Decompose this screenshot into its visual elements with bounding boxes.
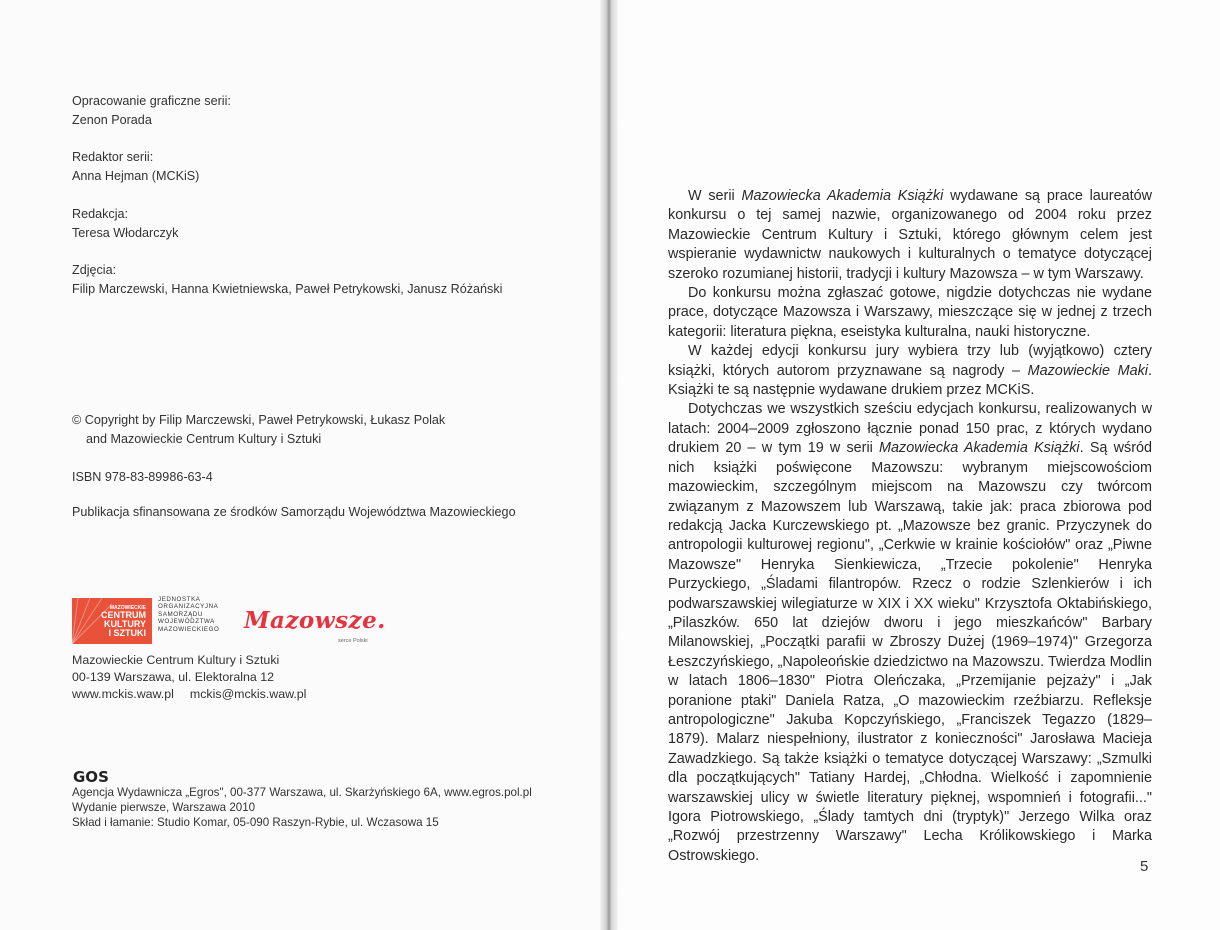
logo-side-line: ORGANIZACYJNA — [158, 603, 219, 611]
text-run: . Książki te są następnie wydawane drukiem przez MCKiS. — [668, 362, 1152, 399]
publisher-line: Skład i łamanie: Studio Komar, 05-090 Raszyn-Rybie, ul. Wczasowa 15 — [72, 816, 439, 829]
text-run: wydawane są prace laureatów konkursu o tej samej nazwie, organizowanego od 2004 roku przez Mazowieckie Centrum Kultury i Sztuki, którego głównym celem jest wspieranie wydawnictw naukowych i kulturalnych o tematyce dotyczącej szeroko rozumianej historii, tradycji i kultury Mazowsza – w tym Warszawy. — [668, 188, 1153, 282]
institution-contact — [72, 686, 306, 703]
page-number: 5 — [1140, 858, 1149, 875]
publisher-info — [72, 785, 532, 830]
egros-logo-text: GOS — [73, 768, 109, 786]
logo-side-line: SAMORZĄDU — [158, 610, 203, 618]
credit-label: Zdjęcia: — [72, 263, 117, 277]
credit-editing — [72, 205, 178, 243]
publisher-line: Agencja Wydawnicza „Egros", 00-377 Warszawa, ul. Skarżyńskiego 6A, www.egros.pol.pl — [72, 786, 532, 799]
text-run: W każdej edycji konkursu jury wybiera trzy lub (wyjątkowo) cztery książki, których autorom przyznawane są nagrody – — [668, 343, 1152, 379]
institution-name: Mazowieckie Centrum Kultury i Sztuki — [72, 653, 280, 667]
credit-value: Filip Marczewski, Hanna Kwietniewska, Paweł Petrykowski, Janusz Różański — [72, 282, 503, 296]
mckis-logo-line: KULTURY — [104, 619, 146, 629]
credit-value: Anna Hejman (MCKiS) — [72, 169, 200, 183]
institution-address — [72, 652, 306, 703]
egros-logo-icon — [72, 765, 116, 787]
credit-value: Zenon Porada — [72, 113, 152, 127]
publisher-line: Wydanie pierwsze, Warszawa 2010 — [72, 801, 256, 814]
mazowsze-logo-subtitle: serce Polski — [338, 638, 368, 644]
credit-value: Teresa Włodarczyk — [72, 226, 179, 240]
series-description — [668, 187, 1152, 866]
series-title: Mazowiecka Akademia Książki — [741, 188, 944, 204]
copyright-line: © Copyright by Filip Marczewski, Paweł Petrykowski, Łukasz Polak — [72, 413, 446, 427]
mckis-logo-line: MAZOWIECKIE — [109, 605, 146, 611]
funding-note: Publikacja sfinansowana ze środków Samorządu Województwa Mazowieckiego — [72, 505, 516, 519]
logo-side-line: MAZOWIECKIEGO — [158, 625, 220, 633]
copyright-line: and Mazowieckie Centrum Kultury i Sztuki — [86, 432, 322, 446]
paragraph — [668, 187, 1152, 284]
paragraph: Do konkursu można zgłaszać gotowe, nigdzie dotychczas nie wydane prace, dotyczące Mazowsza i Warszawy, mieszczące się w jednej z trzech kategorii: literatura piękna, eseistyka kulturalna, nauki historyczne. — [668, 285, 1152, 340]
credit-photos — [72, 261, 502, 299]
institution-email: mckis@mckis.waw.pl — [189, 687, 307, 701]
logo-side-line: JEDNOSTKA — [158, 596, 201, 603]
credit-series-editor — [72, 148, 199, 186]
credit-label: Redakcja: — [72, 207, 129, 221]
institution-street: 00-139 Warszawa, ul. Elektoralna 12 — [72, 670, 275, 684]
award-name: Mazowieckie Maki — [1027, 362, 1148, 379]
mckis-logo-side-text — [158, 596, 219, 633]
mazowsze-logo: Mazowsze. — [244, 607, 386, 634]
text-run: W serii — [688, 188, 742, 204]
credit-label: Redaktor serii: — [72, 150, 154, 164]
mckis-logo-line: I SZTUKI — [108, 628, 146, 638]
credit-graphic-design — [72, 92, 231, 130]
text-run: . Są wśród nich książki poświęcone Mazowszu: wybranym miejscowościom mazowieckim, szczególnym miejscom na Mazowszu czy twórcom związanym z Mazowszem lub Warszawą, takie jak: praca zbiorowa pod redakcją Jacka Kurczewskiego pt. „Mazowsze bez granic. Przyczynek do antropologii kulturowej regionu", „Cerkwie w krainie kościołów" oraz „Piwne Mazowsze" Henryka Sienkiewicza, „Trzecie pokolenie" Henryka Purzyckiego, „Śladami filantropów. Rzecz o rodzie Szlenkierów i ich podwarszawskiej wilegiaturze w XIX i XX wieku" Krzysztofa Oktabińskiego, „Pilaszków. 650 lat dziejów dworu i jego mieszkańców" Barbary Milanowskiej, „Początki parafii w Zbroszy Dużej (1969–1974)" Grzegorza Łeszczyńskiego, „Napoleońskie dziedzictwo na Mazowszu. Twierdza Modlin w latach 1806–1830" Piotra Oleńczaka, „Przemijanie pejzaży" i „Jak poranione ptaki" Daniela Ratza, „O mazowieckim rzeźbiarzu. Refleksje antropologiczne" Jakuba Kopczyńskiego, „Franciszek Tegazzo (1829–1879). Malarz niespełniony, ilustrator z konieczności" Jarosława Macieja Zawadzkiego. Są także książki o tematyce dotyczącej Warszawy: „Szmulki dla początkujących" Tatiany Hardej, „Chłodna. Wielkość i zapomnienie warszawskiej ulicy w świetle literatury pięknej, wspomnień i fotografii..." Igora Piotrowskiego, „Ślady tamtych dni (tryptyk)" Jerzego Wilka oraz „Rozwój przestrzenny Warszawy" Lecha Królikowskiego i Marka Ostrowskiego. — [668, 440, 1152, 864]
text-run: Dotychczas we wszystkich sześciu edycjach konkursu, realizowanych w latach: 2004–2009 zgłoszono łącznie ponad 150 prac, z których wydano drukiem 20 – w tym 19 w serii — [668, 401, 1152, 457]
copyright-notice — [72, 411, 445, 449]
paragraph — [668, 342, 1152, 400]
mckis-logo-line: CENTRUM — [101, 610, 146, 620]
mckis-logo — [72, 598, 152, 644]
credit-label: Opracowanie graficzne serii: — [72, 94, 231, 108]
series-title: Mazowiecka Akademia Książki — [879, 440, 1080, 457]
paragraph — [668, 400, 1152, 866]
isbn: ISBN 978-83-89986-63-4 — [72, 470, 213, 484]
logo-side-line: WOJEWÓDZTWA — [158, 618, 215, 626]
institution-www: www.mckis.waw.pl — [72, 687, 174, 701]
book-gutter — [600, 0, 618, 930]
